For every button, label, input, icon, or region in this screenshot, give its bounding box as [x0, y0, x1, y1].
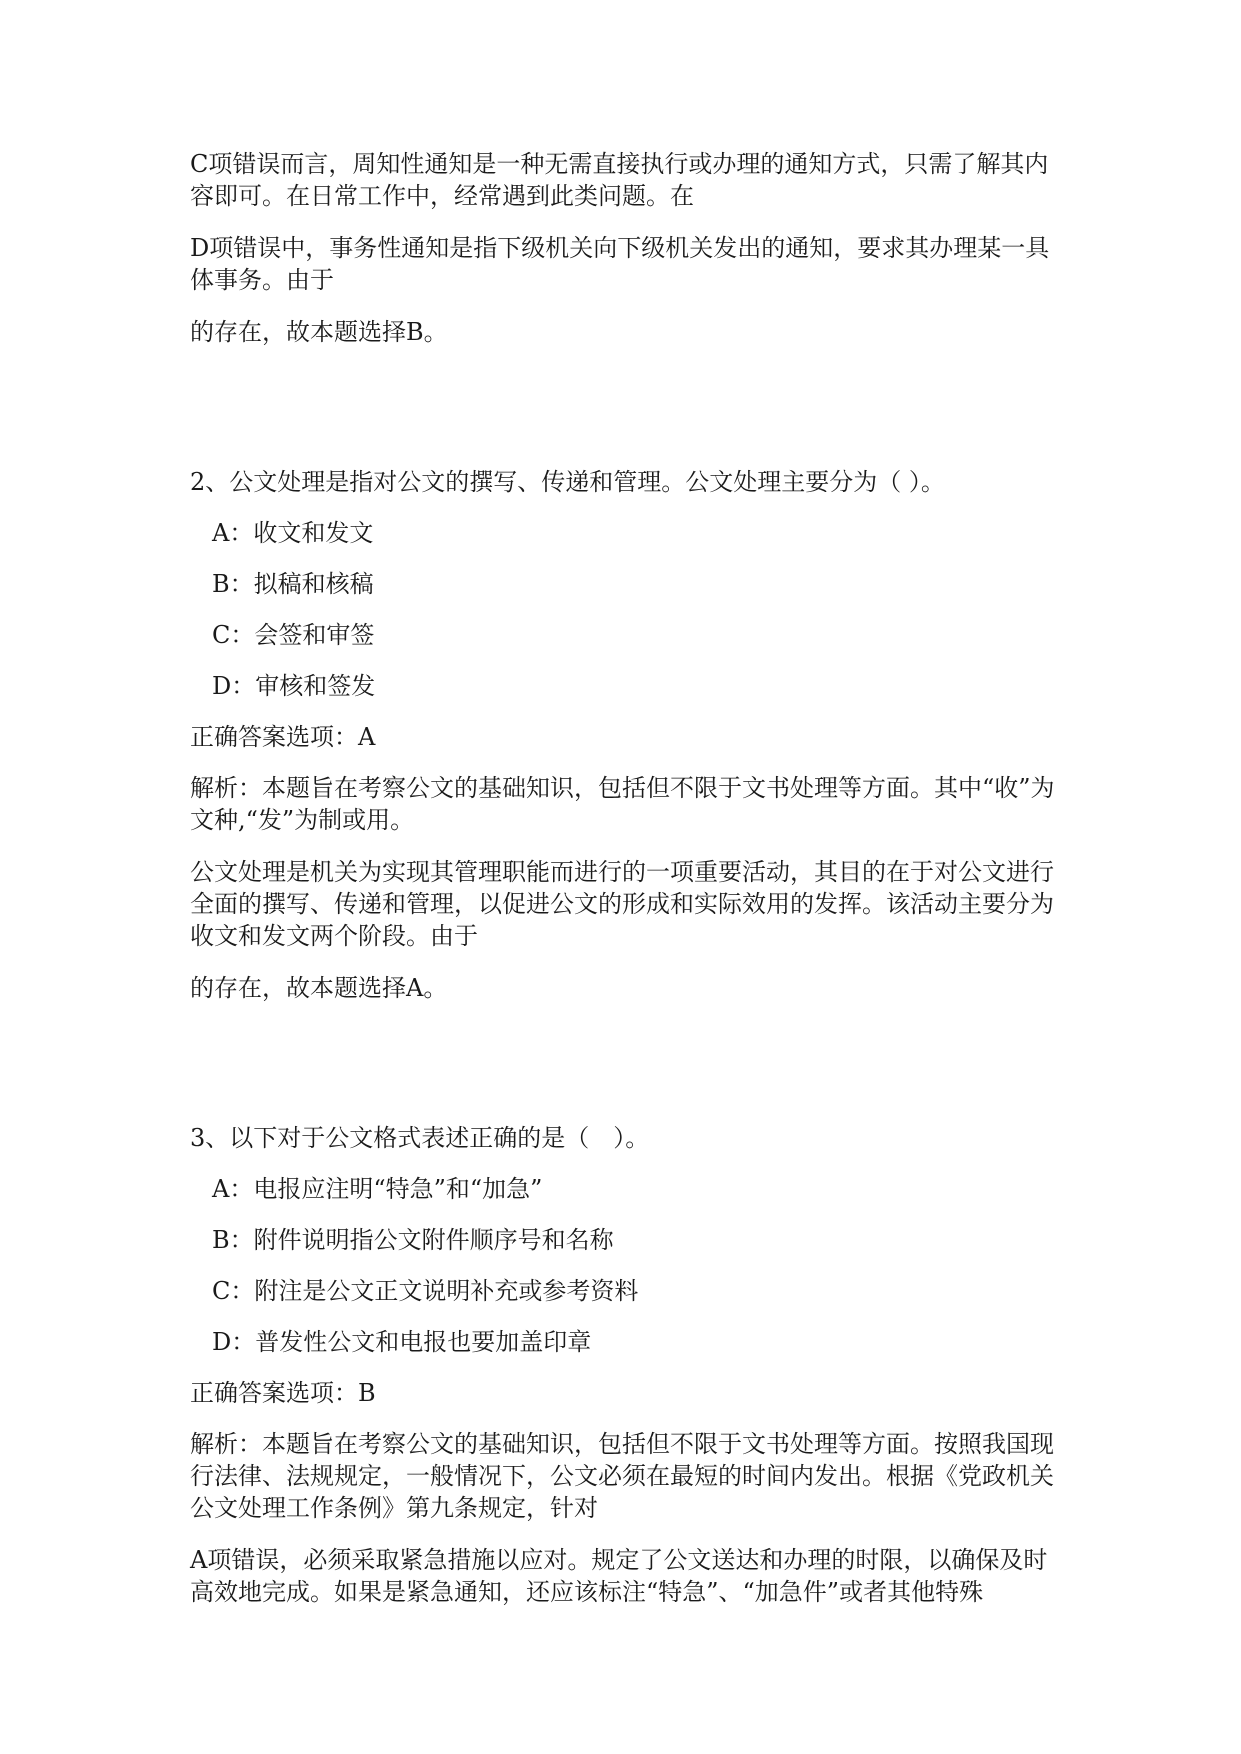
analysis-paragraph: A项错误，必须采取紧急措施以应对。规定了公文送达和办理的时限，以确保及时高效地完成。如果是紧急通知，还应该标注“特急”、“加急件”或者其他特殊: [190, 1546, 1048, 1606]
question-text: 3、以下对于公文格式表述正确的是（ ）。: [190, 1124, 650, 1152]
question-text: 2、公文处理是指对公文的撰写、传递和管理。公文处理主要分为（ ）。: [190, 468, 945, 496]
analysis-paragraph: D项错误中，事务性通知是指下级机关向下级机关发出的通知，要求其办理某一具体事务。由于: [190, 234, 1050, 294]
analysis-conclusion: 的存在，故本题选择A。: [190, 974, 448, 1002]
analysis-paragraph: 公文处理是机关为实现其管理职能而进行的一项重要活动，其目的在于对公文进行全面的撰写、传递和管理，以促进公文的形成和实际效用的发挥。该活动主要分为收文和发文两个阶段。由于: [190, 858, 1054, 950]
correct-answer: 正确答案选项：B: [190, 1379, 376, 1407]
option-c: C：附注是公文正文说明补充或参考资料: [212, 1277, 639, 1305]
analysis-paragraph: C项错误而言，周知性通知是一种无需直接执行或办理的通知方式，只需了解其内容即可。在日常工作中，经常遇到此类问题。在: [190, 150, 1049, 210]
question-3: [190, 1122, 1060, 1608]
section-gap: [190, 368, 1060, 466]
analysis-paragraph: 解析：本题旨在考察公文的基础知识，包括但不限于文书处理等方面。其中“收”为文种,“发”为制或用。: [190, 774, 1055, 834]
option-b: B：附件说明指公文附件顺序号和名称: [212, 1226, 614, 1254]
question-2: [190, 466, 1060, 1004]
analysis-conclusion: 的存在，故本题选择B。: [190, 318, 448, 346]
previous-question-analysis: [190, 148, 1060, 348]
analysis-paragraph: 解析：本题旨在考察公文的基础知识，包括但不限于文书处理等方面。按照我国现行法律、法规规定，一般情况下，公文必须在最短的时间内发出。根据《党政机关公文处理工作条例》第九条规定，针对: [190, 1430, 1054, 1522]
option-b: B：拟稿和核稿: [212, 570, 374, 598]
option-d: D：普发性公文和电报也要加盖印章: [212, 1328, 592, 1356]
option-d: D：审核和签发: [212, 672, 376, 700]
section-gap: [190, 1024, 1060, 1122]
option-c: C：会签和审签: [212, 621, 375, 649]
option-a: A：收文和发文: [212, 519, 374, 547]
correct-answer: 正确答案选项：A: [190, 723, 376, 751]
document-page: [190, 148, 1060, 1628]
option-a: A：电报应注明“特急”和“加急”: [212, 1175, 543, 1203]
